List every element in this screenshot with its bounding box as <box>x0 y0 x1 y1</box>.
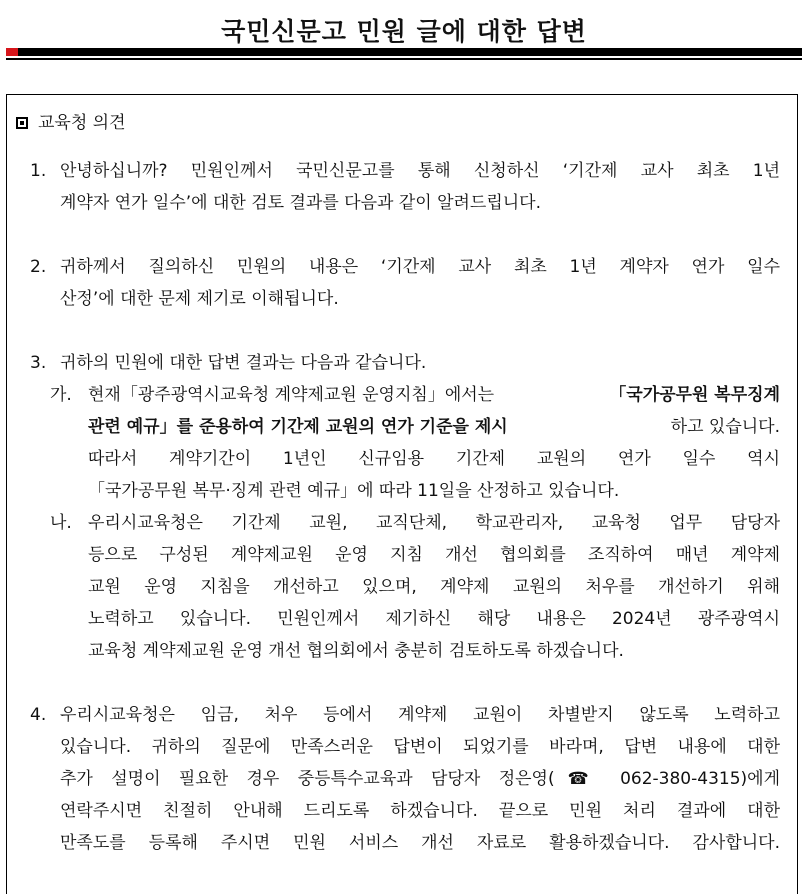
p4-number: 4. <box>30 705 47 725</box>
title-bar <box>6 6 802 46</box>
document-title: 국민신문고 민원 글에 대한 답변 <box>221 17 587 46</box>
p4-line-1: 우리시교육청은 임금, 처우 등에서 계약제 교원이 차별받지 않도록 노력하고 <box>60 705 780 725</box>
p2-number: 2. <box>30 257 47 277</box>
p3-number: 3. <box>30 353 47 373</box>
p1-line-1: 안녕하십니까? 민원인께서 국민신문고를 통해 신청하신 ‘기간제 교사 최초 1년 <box>60 161 780 181</box>
p3-sub-b-line-3: 교원 운영 지침을 개선하고 있으며, 계약제 교원의 처우를 개선하기 위해 <box>88 577 780 597</box>
p3-sub-a-line-3: 따라서 계약기간이 1년인 신규임용 기간제 교원의 연가 일수 역시 <box>88 449 780 469</box>
p3-sub-a-line-2 <box>88 416 780 438</box>
section-heading-text: 교육청 의견 <box>38 113 126 133</box>
p3-sub-a-line-2-normal: 하고 있습니다. <box>670 417 780 437</box>
p4-line-2: 있습니다. 귀하의 질문에 만족스러운 답변이 되었기를 바라며, 답변 내용에 대한 <box>60 737 780 757</box>
p3-sub-a-line-2-bold: 관련 예규」를 준용하여 기간제 교원의 연가 기준을 제시 <box>88 417 508 437</box>
p3-sub-a-label: 가. <box>50 385 72 405</box>
p3-sub-a-line-1-normal: 현재「광주광역시교육청 계약제교원 운영지침」에서는 <box>88 385 495 405</box>
p2-line-1: 귀하께서 질의하신 민원의 내용은 ‘기간제 교사 최초 1년 계약자 연가 일수 <box>60 257 780 277</box>
p4-line-4: 연락주시면 친절히 안내해 드리도록 하겠습니다. 끝으로 민원 처리 결과에 대한 <box>60 801 780 821</box>
p3-sub-a-line-1-bold: 「국가공무원 복무징계 <box>609 385 780 405</box>
p3-sub-a-line-4: 「국가공무원 복무·징계 관련 예규」에 따라 11일을 산정하고 있습니다. <box>88 481 620 501</box>
p3-sub-a-line-1 <box>88 384 780 406</box>
p3-sub-b-line-2: 등으로 구성된 계약제교원 운영 지침 개선 협의회를 조직하여 매년 계약제 <box>88 545 780 565</box>
p4-line-5: 만족도를 등록해 주시면 민원 서비스 개선 자료로 활용하겠습니다. 감사합니다. <box>60 833 780 853</box>
title-rule <box>6 48 802 56</box>
title-thin-rule <box>6 58 802 60</box>
p3-sub-b-line-5: 교육청 계약제교원 운영 개선 협의회에서 충분히 검토하도록 하겠습니다. <box>88 641 624 661</box>
p3-line-1: 귀하의 민원에 대한 답변 결과는 다음과 같습니다. <box>60 353 427 373</box>
p3-sub-b-line-1: 우리시교육청은 기간제 교원, 교직단체, 학교관리자, 교육청 업무 담당자 <box>88 513 780 533</box>
p1-number: 1. <box>30 161 47 181</box>
p3-sub-b-line-4: 노력하고 있습니다. 민원인께서 제기하신 해당 내용은 2024년 광주광역시 <box>88 609 780 629</box>
title-rule-red-accent <box>6 48 18 56</box>
p3-sub-b-label: 나. <box>50 513 72 533</box>
p2-line-2: 산정’에 대한 문제 제기로 이해됩니다. <box>60 289 339 309</box>
section-heading <box>16 108 126 133</box>
square-bullet-icon <box>16 117 28 129</box>
p1-line-2: 계약자 연가 일수’에 대한 검토 결과를 다음과 같이 알려드립니다. <box>60 193 542 213</box>
p4-line-3: 추가 설명이 필요한 경우 중등특수교육과 담당자 정은영(☎ 062-380-4315)에게 <box>60 769 780 789</box>
